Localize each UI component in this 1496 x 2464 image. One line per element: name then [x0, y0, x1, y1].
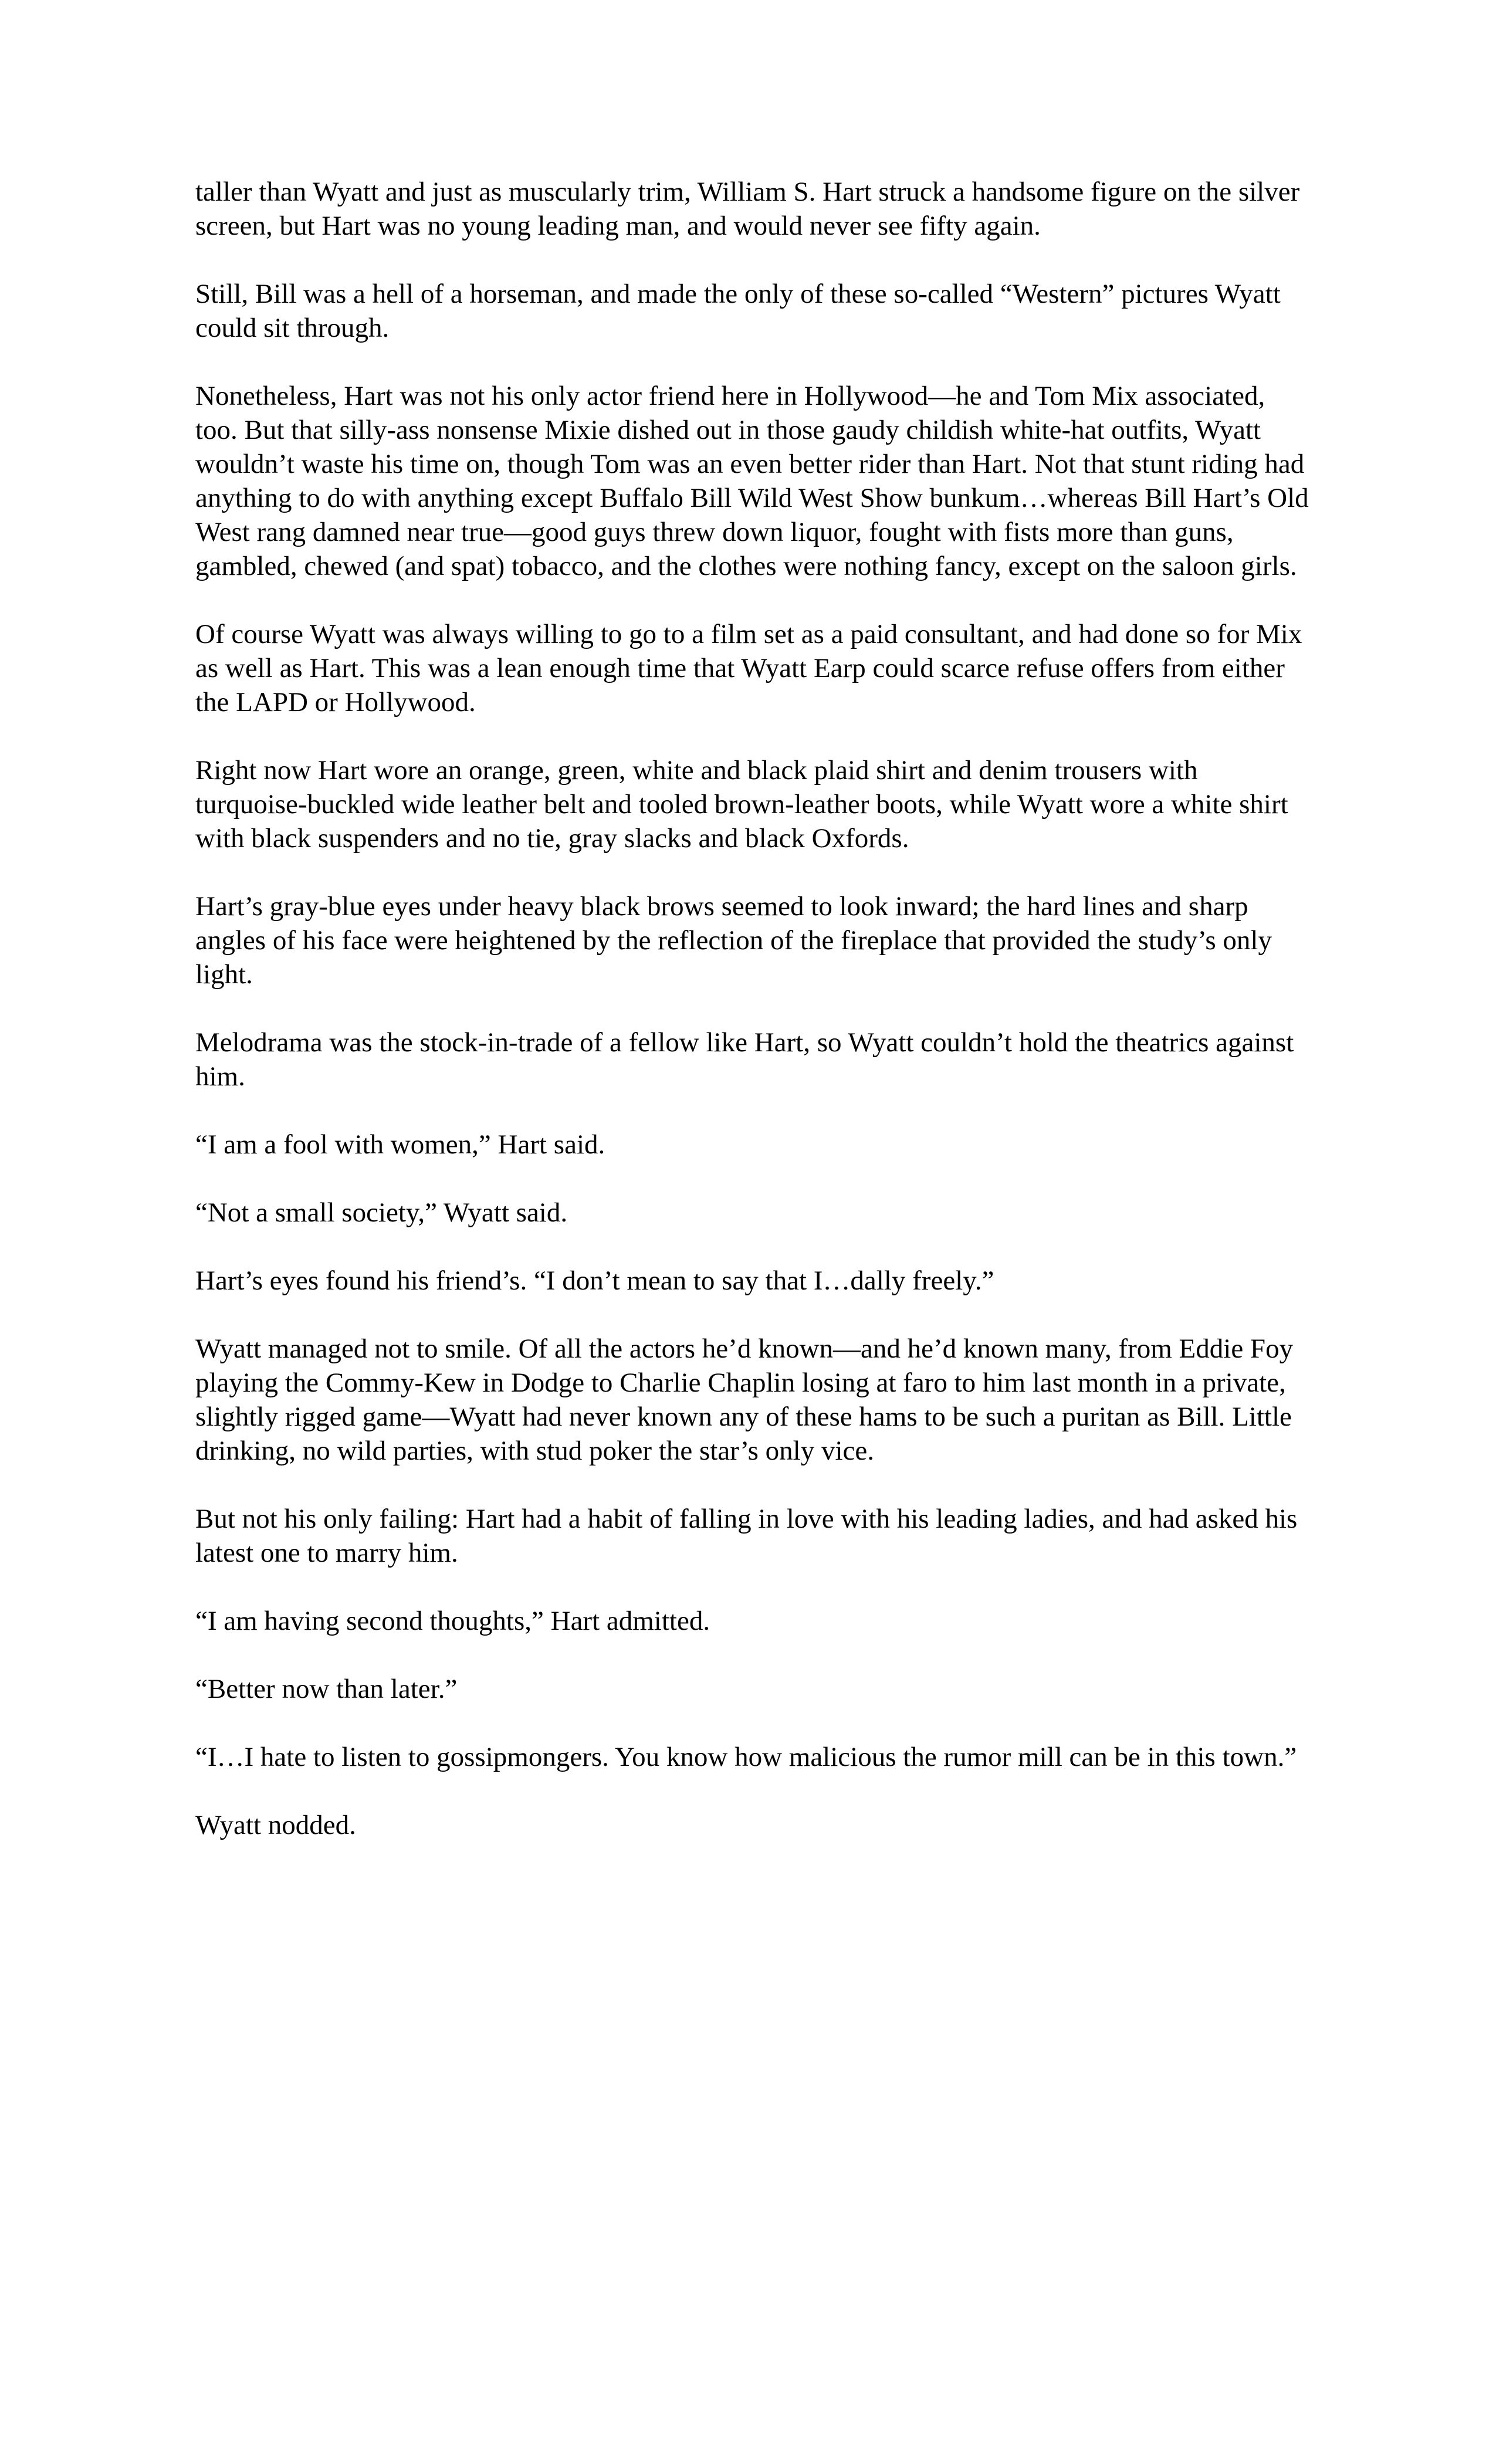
paragraph: “Better now than later.”: [195, 1674, 458, 1704]
paragraph: Hart’s gray-blue eyes under heavy black brows seemed to look inward; the hard lines and sharp angles of his face were heightened by the reflection of the fireplace that provided the study’s only light.: [195, 891, 1272, 990]
paragraph: “Not a small society,” Wyatt said.: [195, 1197, 568, 1228]
paragraph: Right now Hart wore an orange, green, white and black plaid shirt and denim trousers with turquoise-buckled wide leather belt and tooled brown-leather boots, while Wyatt wore a white shirt with black suspenders and no tie, gray slacks and black Oxfords.: [195, 755, 1288, 854]
paragraph: Still, Bill was a hell of a horseman, and made the only of these so-called “Western” pictures Wyatt could sit through.: [195, 279, 1281, 343]
paragraph: Melodrama was the stock-in-trade of a fellow like Hart, so Wyatt couldn’t hold the theatrics against him.: [195, 1027, 1294, 1092]
paragraph: “I am having second thoughts,” Hart admitted.: [195, 1606, 710, 1636]
text-body: [195, 175, 1313, 1876]
paragraph: Of course Wyatt was always willing to go to a film set as a paid consultant, and had done so for Mix as well as Hart. This was a lean enough time that Wyatt Earp could scarce refuse offers from either the LAPD or Hollywood.: [195, 619, 1302, 717]
paragraph: Wyatt managed not to smile. Of all the actors he’d known—and he’d known many, from Eddie Foy playing the Commy-Kew in Dodge to Charlie Chaplin losing at faro to him last month in a private, slightly rigged game—Wyatt had never known any of these hams to be such a puritan as Bill. Little drinking, no wild parties, with stud poker the star’s only vice.: [195, 1333, 1294, 1466]
paragraph: Nonetheless, Hart was not his only actor friend here in Hollywood—he and Tom Mix associated, too. But that silly-ass nonsense Mixie dished out in those gaudy childish white-hat outfits, Wyatt wouldn’t waste his time on, though Tom was an even better rider than Hart. Not that stunt riding had anything to do with anything except Buffalo Bill Wild West Show bunkum…whereas Bill Hart’s Old West rang damned near true—good guys threw down liquor, fought with fists more than guns, gambled, chewed (and spat) tobacco, and the clothes were nothing fancy, except on the saloon girls.: [195, 381, 1309, 581]
paragraph: “I…I hate to listen to gossipmongers. You know how malicious the rumor mill can be in this town.”: [195, 1742, 1297, 1772]
paragraph: But not his only failing: Hart had a habit of falling in love with his leading ladies, and had asked his latest one to marry him.: [195, 1504, 1298, 1568]
paragraph: Wyatt nodded.: [195, 1810, 356, 1840]
paragraph: taller than Wyatt and just as muscularly trim, William S. Hart struck a handsome figure on the silver screen, but Hart was no young leading man, and would never see fifty again.: [195, 177, 1300, 241]
paragraph: Hart’s eyes found his friend’s. “I don’t mean to say that I…dally freely.”: [195, 1265, 994, 1296]
paragraph: “I am a fool with women,” Hart said.: [195, 1129, 605, 1160]
